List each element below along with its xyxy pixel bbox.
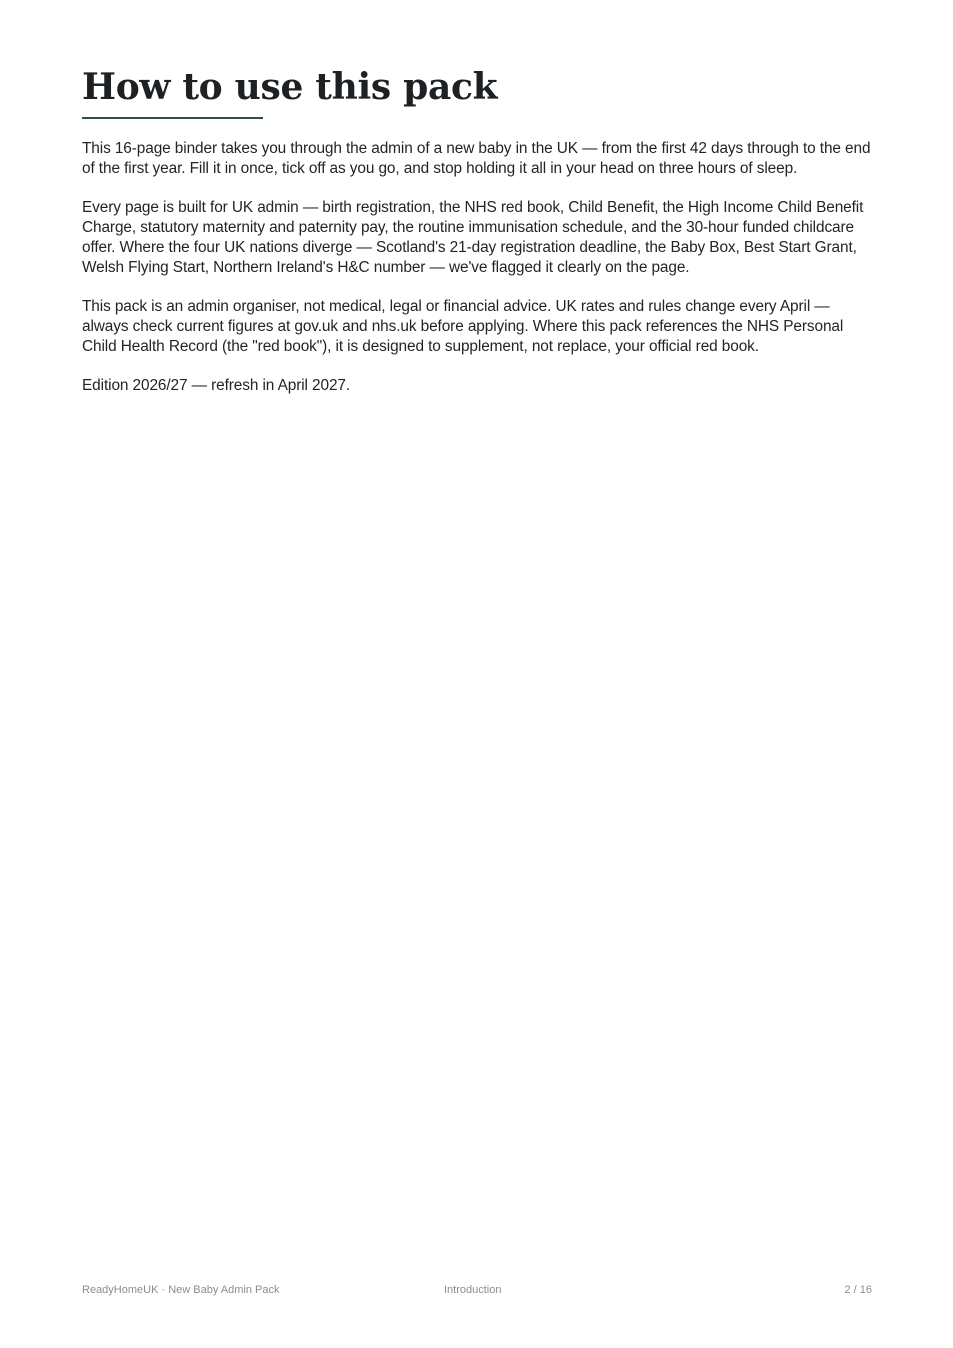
footer-page-number: 2 / 16 bbox=[844, 1284, 872, 1296]
title-underline bbox=[82, 117, 263, 119]
page-title: How to use this pack bbox=[82, 66, 498, 108]
uk-admin-paragraph: Every page is built for UK admin — birth registration, the NHS red book, Child Benefit, the High Income Child Benefit Charge, statutory maternity and paternity pay, the routine immunisation schedule, and the 30-hour funded childcare offer. Where the four UK nations diverge — Scotland's 21-day registration deadline, the Baby Box, Best Start Grant, Welsh Flying Start, Northern Ireland's H&C number — we've flagged it clearly on the page. bbox=[82, 199, 864, 276]
footer-brand: ReadyHomeUK · New Baby Admin Pack bbox=[82, 1284, 280, 1296]
edition-paragraph: Edition 2026/27 — refresh in April 2027. bbox=[82, 377, 351, 394]
body-text bbox=[82, 139, 872, 415]
footer-section: Introduction bbox=[444, 1284, 502, 1296]
page-footer bbox=[82, 1282, 872, 1298]
disclaimer-paragraph: This pack is an admin organiser, not medical, legal or financial advice. UK rates and rules change every April — always check current figures at gov.uk and nhs.uk before applying. Where this pack references the NHS Personal Child Health Record (the "red book"), it is designed to supplement, not replace, your official red book. bbox=[82, 298, 844, 355]
intro-paragraph: This 16-page binder takes you through the admin of a new baby in the UK — from the first 42 days through to the end of the first year. Fill it in once, tick off as you go, and stop holding it all in your head on three hours of sleep. bbox=[82, 140, 871, 177]
